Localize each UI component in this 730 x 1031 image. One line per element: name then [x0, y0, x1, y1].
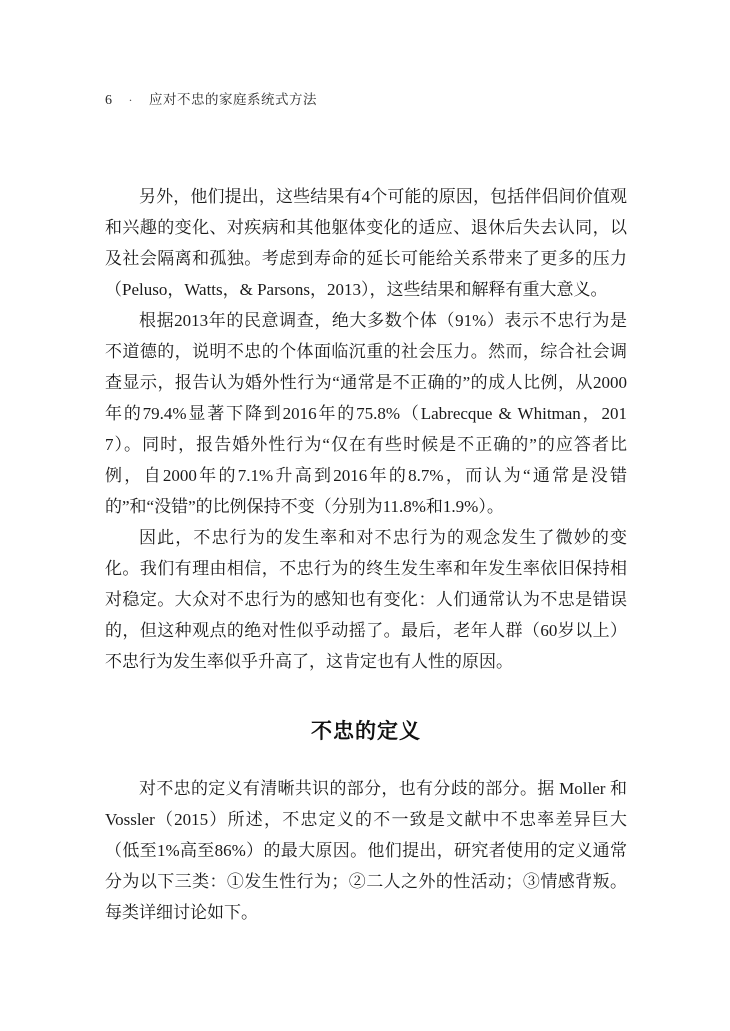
page-number: 6 — [105, 93, 113, 108]
paragraph: 因此，不忠行为的发生率和对不忠行为的观念发生了微妙的变化。我们有理由相信，不忠行为的终生发生率和年发生率依旧保持相对稳定。大众对不忠行为的感知也有变化：人们通常认为不忠是错误的，但这种观点的绝对性似乎动摇了。最后，老年人群（60岁以上）不忠行为发生率似乎升高了，这肯定也有人性的原因。 — [105, 528, 627, 671]
page-content — [105, 88, 627, 928]
running-header — [105, 88, 627, 109]
header-separator-dot: · — [128, 93, 133, 107]
section-heading: 不忠的定义 — [311, 720, 421, 743]
paragraph: 根据2013年的民意调查，绝大多数个体（91%）表示不忠行为是不道德的，说明不忠的个体面临沉重的社会压力。然而，综合社会调查显示，报告认为婚外性行为“通常是不正确的”的成人比例，从2000年的79.4%显著下降到2016年的75.8%（Labrecque & Whitman，2017）。同时，报告婚外性行为“仅在有些时候是不正确的”的应答者比例，自2000年的7.1%升高到2016年的8.7%，而认为“通常是没错的”和“没错”的比例保持不变（分别为11.8%和1.9%）。 — [105, 311, 627, 516]
body-text — [105, 181, 627, 928]
paragraph: 对不忠的定义有清晰共识的部分，也有分歧的部分。据 Moller 和 Vossler（2015）所述，不忠定义的不一致是文献中不忠率差异巨大（低至1%高至86%）的最大原因。他们提出，研究者使用的定义通常分为以下三类：①发生性行为；②二人之外的性活动；③情感背叛。每类详细讨论如下。 — [105, 779, 627, 922]
paragraph: 另外，他们提出，这些结果有4个可能的原因，包括伴侣间价值观和兴趣的变化、对疾病和其他躯体变化的适应、退休后失去认同，以及社会隔离和孤独。考虑到寿命的延长可能给关系带来了更多的压力（Peluso，Watts，& Parsons，2013），这些结果和解释有重大意义。 — [105, 187, 627, 299]
running-title: 应对不忠的家庭系统式方法 — [149, 92, 317, 107]
